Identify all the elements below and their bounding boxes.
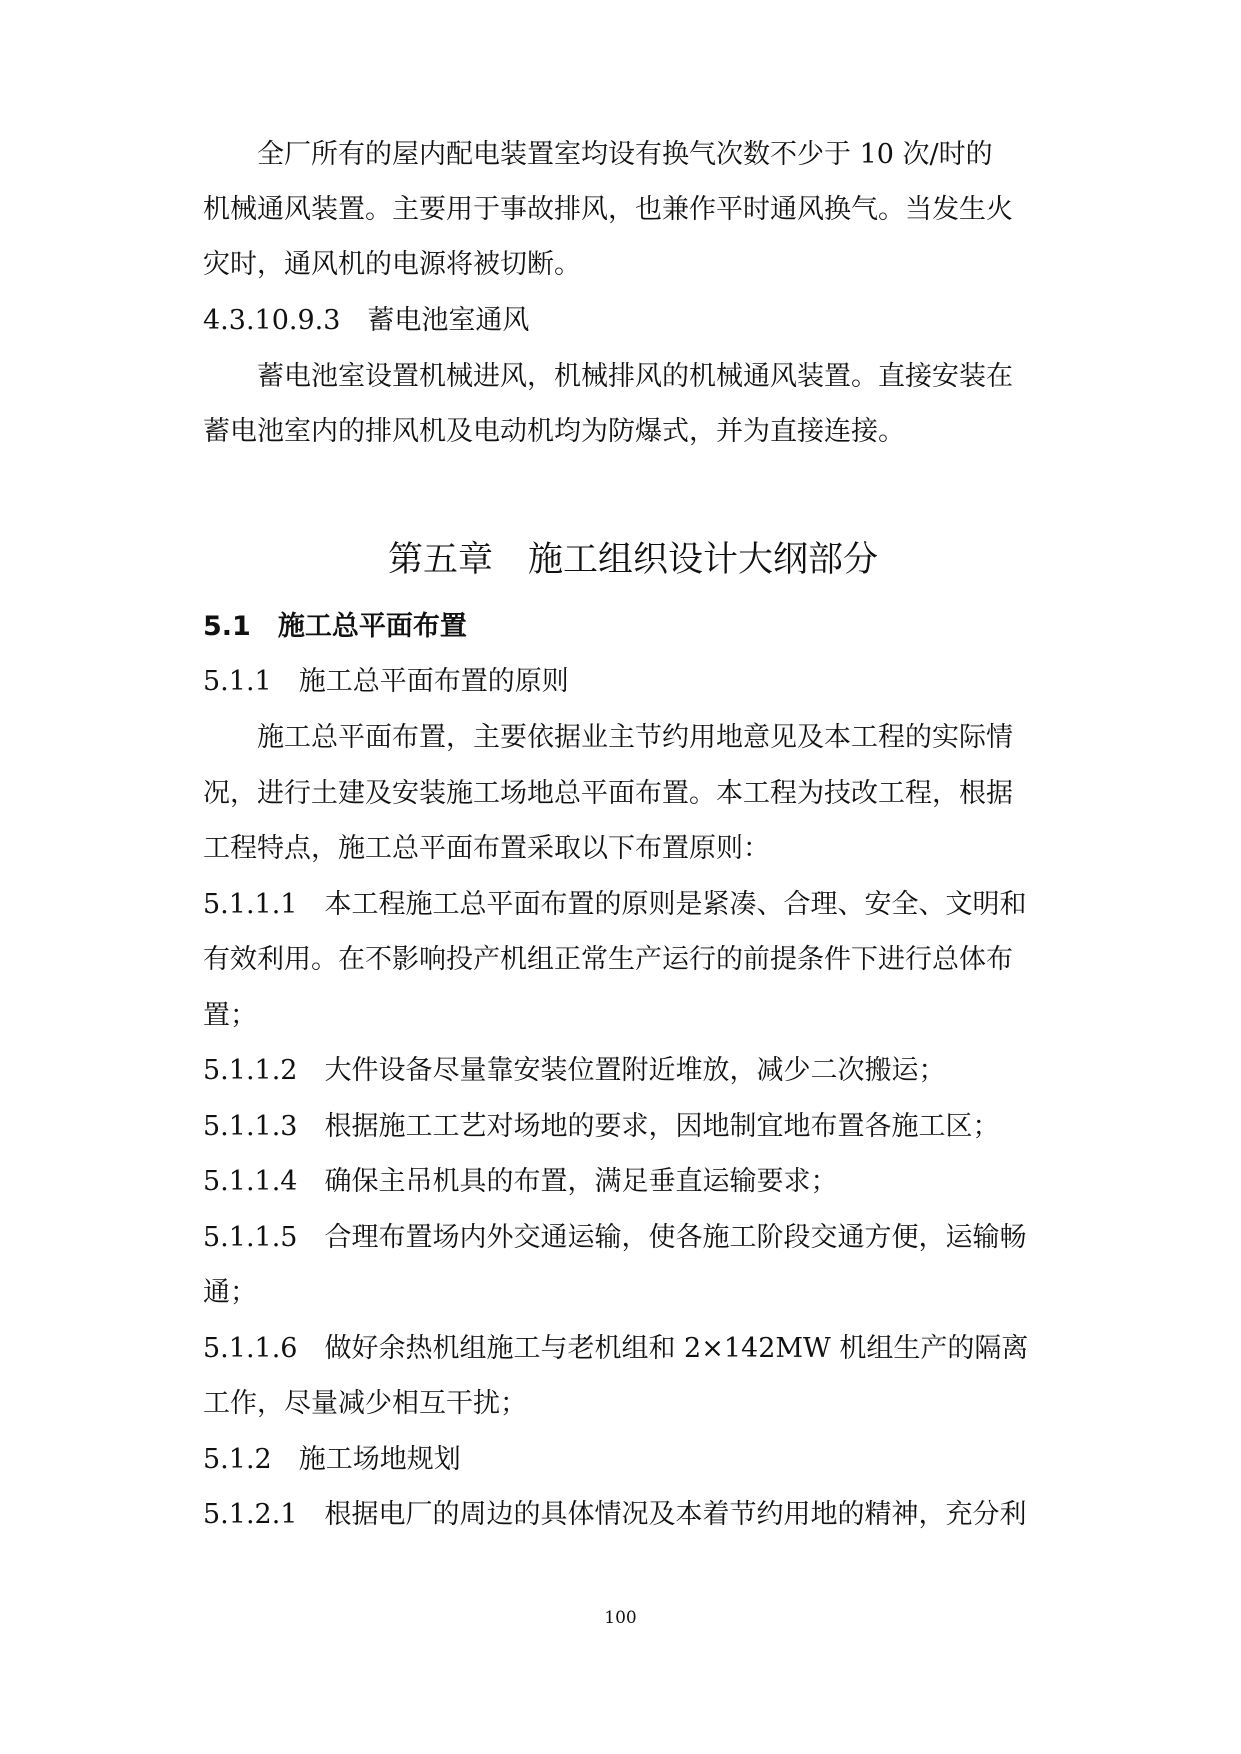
list-item-line: 有效利用。在不影响投产机组正常生产运行的前提条件下进行总体布 — [203, 944, 1013, 975]
list-item-line: 工作，尽量减少相互干扰； — [203, 1388, 527, 1419]
section-heading: 5.1 施工总平面布置 — [203, 611, 467, 642]
list-item-line: 通； — [203, 1277, 257, 1308]
paragraph-line: 蓄电池室内的排风机及电动机均为防爆式，并为直接连接。 — [203, 416, 905, 447]
list-item: 5.1.2.1 根据电厂的周边的具体情况及本着节约用地的精神，充分利 — [203, 1499, 1027, 1530]
list-item-line: 5.1.1.5 合理布置场内外交通运输，使各施工阶段交通方便，运输畅 — [203, 1222, 1027, 1253]
subsection-heading: 5.1.2 施工场地规划 — [203, 1444, 461, 1475]
list-item-line: 5.1.1.1 本工程施工总平面布置的原则是紧凑、合理、安全、文明和 — [203, 889, 1027, 920]
paragraph-line: 灾时，通风机的电源将被切断。 — [203, 249, 581, 280]
list-item-line: 置； — [203, 1000, 257, 1031]
paragraph-line: 施工总平面布置，主要依据业主节约用地意见及本工程的实际情 — [257, 722, 1013, 753]
paragraph-line: 机械通风装置。主要用于事故排风，也兼作平时通风换气。当发生火 — [203, 194, 1013, 225]
subsection-heading: 5.1.1 施工总平面布置的原则 — [203, 666, 569, 697]
subsection-heading: 4.3.10.9.3 蓄电池室通风 — [203, 305, 530, 336]
list-item-line: 5.1.1.6 做好余热机组施工与老机组和 2×142MW 机组生产的隔离 — [203, 1333, 1029, 1364]
list-item: 5.1.1.3 根据施工工艺对场地的要求，因地制宜地布置各施工区； — [203, 1111, 1000, 1142]
list-item: 5.1.1.4 确保主吊机具的布置，满足垂直运输要求； — [203, 1166, 838, 1197]
page-number: 100 — [604, 1608, 637, 1628]
paragraph-line: 况，进行土建及安装施工场地总平面布置。本工程为技改工程，根据 — [203, 778, 1013, 809]
paragraph-line: 工程特点，施工总平面布置采取以下布置原则： — [203, 833, 770, 864]
list-item: 5.1.1.2 大件设备尽量靠安装位置附近堆放，减少二次搬运； — [203, 1055, 946, 1086]
paragraph-line: 蓄电池室设置机械进风，机械排风的机械通风装置。直接安装在 — [257, 361, 1013, 392]
chapter-title: 第五章 施工组织设计大纲部分 — [387, 540, 878, 580]
paragraph-line: 全厂所有的屋内配电装置室均设有换气次数不少于 10 次/时的 — [257, 139, 993, 170]
